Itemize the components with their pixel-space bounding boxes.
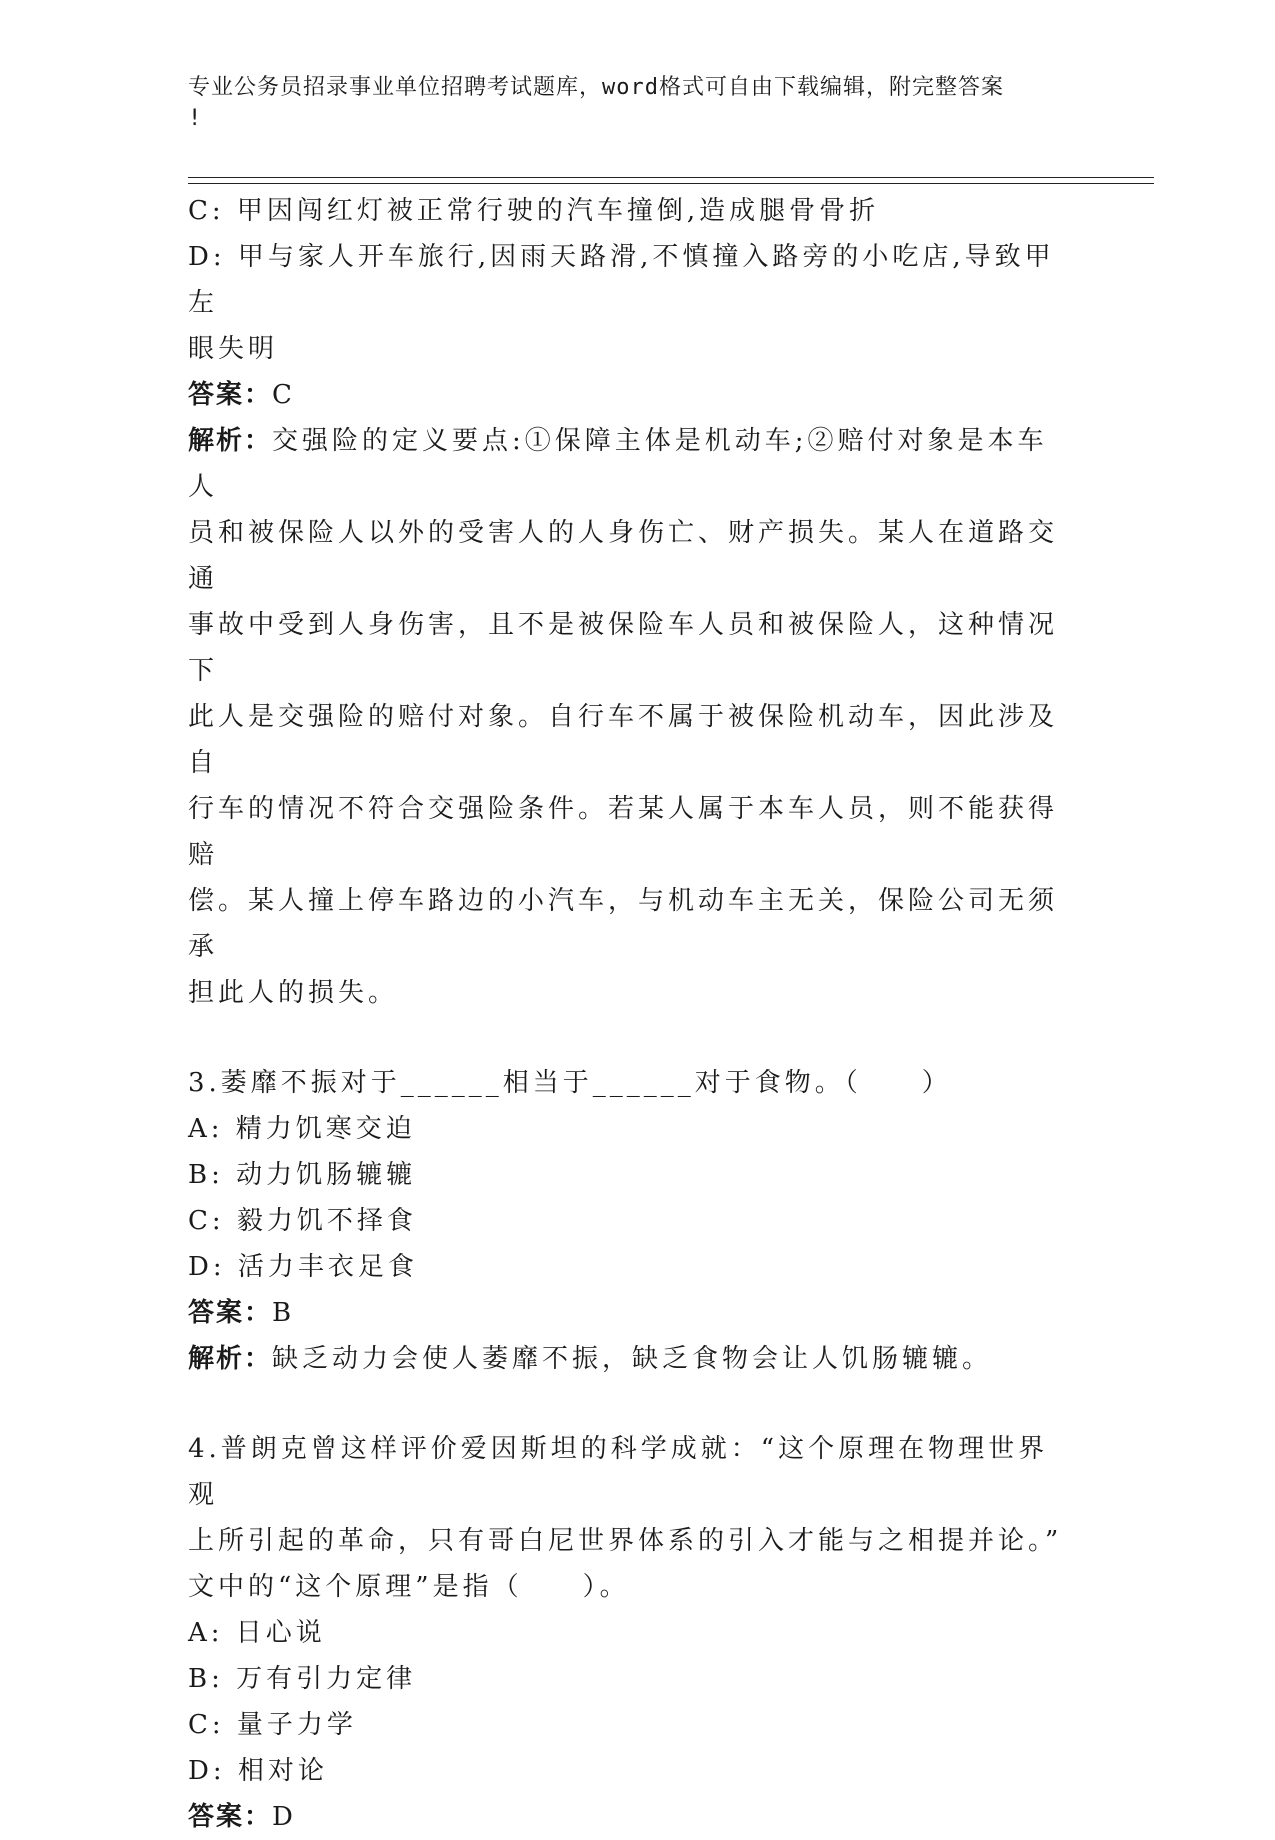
header-line-1: 专业公务员招录事业单位招聘考试题库，word格式可自由下载编辑，附完整答案 bbox=[188, 75, 1004, 100]
q3-option-a: A: 精力饥寒交迫 bbox=[188, 1114, 416, 1144]
header-rule-bottom bbox=[188, 183, 1154, 184]
q2-option-d-line2: 眼失明 bbox=[188, 334, 279, 364]
answer-label: 答案： bbox=[188, 380, 273, 410]
q2-option-c: C: 甲因闯红灯被正常行驶的汽车撞倒,造成腿骨骨折 bbox=[188, 196, 880, 226]
q2-analysis-line3: 事故中受到人身伤害，且不是被保险车人员和被保险人，这种情况下 bbox=[188, 610, 1059, 686]
q2-analysis-line6: 偿。某人撞上停车路边的小汽车，与机动车主无关，保险公司无须承 bbox=[188, 886, 1059, 962]
q3-answer bbox=[188, 1290, 1068, 1336]
q2-analysis-line5: 行车的情况不符合交强险条件。若某人属于本车人员，则不能获得赔 bbox=[188, 794, 1059, 870]
analysis-label: 解析： bbox=[188, 426, 273, 456]
q3-question: 3.萎靡不振对于______相当于______对于食物。（ ） bbox=[188, 1068, 952, 1098]
q2-analysis-line2: 员和被保险人以外的受害人的人身伤亡、财产损失。某人在道路交通 bbox=[188, 518, 1059, 594]
answer-value: C bbox=[272, 380, 296, 410]
q2-answer bbox=[188, 372, 1068, 418]
analysis-label: 解析： bbox=[188, 1344, 273, 1374]
q3-option-c: C: 毅力饥不择食 bbox=[188, 1206, 417, 1236]
q3-option-b: B: 动力饥肠辘辘 bbox=[188, 1160, 417, 1190]
q2-analysis-line4: 此人是交强险的赔付对象。自行车不属于被保险机动车，因此涉及自 bbox=[188, 702, 1059, 778]
header-line-2: ! bbox=[188, 106, 203, 131]
header-rule-top bbox=[188, 177, 1154, 178]
q2-analysis-line7: 担此人的损失。 bbox=[188, 978, 399, 1008]
answer-value: D bbox=[272, 1802, 297, 1832]
q4-option-a: A: 日心说 bbox=[188, 1618, 326, 1648]
spacer bbox=[188, 1382, 1068, 1426]
q4-answer bbox=[188, 1794, 1068, 1840]
analysis-text: 交强险的定义要点:①保障主体是机动车;②赔付对象是本车人 bbox=[188, 426, 1048, 502]
answer-value: B bbox=[272, 1298, 296, 1328]
analysis-text: 缺乏动力会使人萎靡不振，缺乏食物会让人饥肠辘辘。 bbox=[272, 1344, 993, 1374]
answer-label: 答案： bbox=[188, 1298, 273, 1328]
q3-option-d: D: 活力丰衣足食 bbox=[188, 1252, 418, 1282]
q2-option-d-line1: D: 甲与家人开车旅行,因雨天路滑,不慎撞入路旁的小吃店,导致甲左 bbox=[188, 242, 1055, 318]
q2-analysis-line1 bbox=[188, 418, 1068, 510]
q4-option-b: B: 万有引力定律 bbox=[188, 1664, 417, 1694]
q4-question-line3: 文中的“这个原理”是指（ ）。 bbox=[188, 1572, 630, 1602]
document-body bbox=[188, 188, 1068, 1840]
q4-option-d: D: 相对论 bbox=[188, 1756, 328, 1786]
q4-option-c: C: 量子力学 bbox=[188, 1710, 357, 1740]
answer-label: 答案： bbox=[188, 1802, 273, 1832]
q4-question-line1: 4.普朗克曾这样评价爱因斯坦的科学成就：“这个原理在物理世界观 bbox=[188, 1434, 1049, 1510]
spacer bbox=[188, 1016, 1068, 1060]
q3-analysis bbox=[188, 1336, 1068, 1382]
q4-question-line2: 上所引起的革命，只有哥白尼世界体系的引入才能与之相提并论。” bbox=[188, 1526, 1063, 1556]
page-header bbox=[188, 72, 1068, 134]
